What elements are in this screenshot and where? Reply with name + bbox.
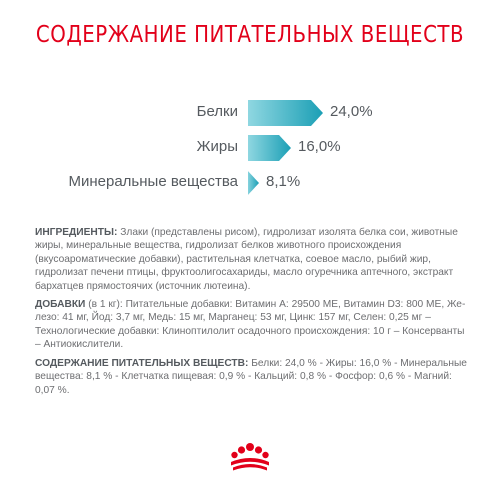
- additives-subheading: (в 1 кг):: [88, 299, 123, 310]
- nutrient-bar: [248, 100, 323, 126]
- nutrient-value: 8,1%: [266, 173, 301, 190]
- nutrient-label: Минеральные вещества: [68, 173, 238, 190]
- nutrient-bar-shape: [248, 100, 323, 126]
- ingredients-heading: ИНГРЕДИЕНТЫ:: [35, 227, 118, 238]
- nutrient-bar: [248, 135, 291, 161]
- nutrient-row-minerals: [0, 170, 500, 196]
- ingredients-text: Злаки (представлены рисом), гидролизат изолята белка сои, животные жиры, минеральные вещества, гидролизат белков животного происхождения (вкусоароматические добавки), растительная клетчатка, соевое масло, рыбий жир, гидролизат печени птицы, фруктоолигосахариды, масло огуречника аптечного, экстракт бархатцев прямостоячих (источник лютеина).: [35, 227, 458, 292]
- nutrient-label: Жиры: [196, 138, 238, 155]
- nutrient-row-fat: [0, 135, 500, 161]
- royal-canin-crown-logo-icon: [226, 441, 274, 475]
- nutrient-bar-shape: [248, 135, 291, 161]
- nutrient-bar-shape: [248, 170, 259, 196]
- ingredients-section: [35, 226, 467, 293]
- nutrient-value: 24,0%: [330, 103, 373, 120]
- nutrient-content-heading: СОДЕРЖАНИЕ ПИТАТЕЛЬНЫХ ВЕЩЕСТВ:: [35, 358, 249, 369]
- nutrient-content-section: [35, 357, 467, 397]
- page-title: СОДЕРЖАНИЕ ПИТАТЕЛЬНЫХ ВЕЩЕСТВ: [35, 22, 465, 48]
- additives-section: [35, 298, 467, 352]
- nutrient-bar: [248, 170, 259, 196]
- additives-text: Питательные добавки: Витамин А: 29500 МЕ, Витамин D3: 800 МЕ, Же-лезо: 41 мг, Йод: 3,7 мг, Медь: 15 мг, Марганец: 53 мг, Цинк: 157 мг, Селен: 0,25 мг – Технологические добавки: Клиноптилолит осадочного происхождения: 10 г – Консерванты – Антиокислители.: [35, 299, 466, 351]
- nutrient-label: Белки: [196, 103, 238, 120]
- nutrient-value: 16,0%: [298, 138, 341, 155]
- additives-heading: ДОБАВКИ: [35, 299, 86, 310]
- nutrient-content-text: Белки: 24,0 % - Жиры: 16,0 % - Минеральные вещества: 8,1 % - Клетчатка пищевая: 0,9 % - Кальций: 0,8 % - Фосфор: 0,6 % - Магний: 0,07 %.: [35, 358, 467, 396]
- nutrient-row-protein: [0, 100, 500, 126]
